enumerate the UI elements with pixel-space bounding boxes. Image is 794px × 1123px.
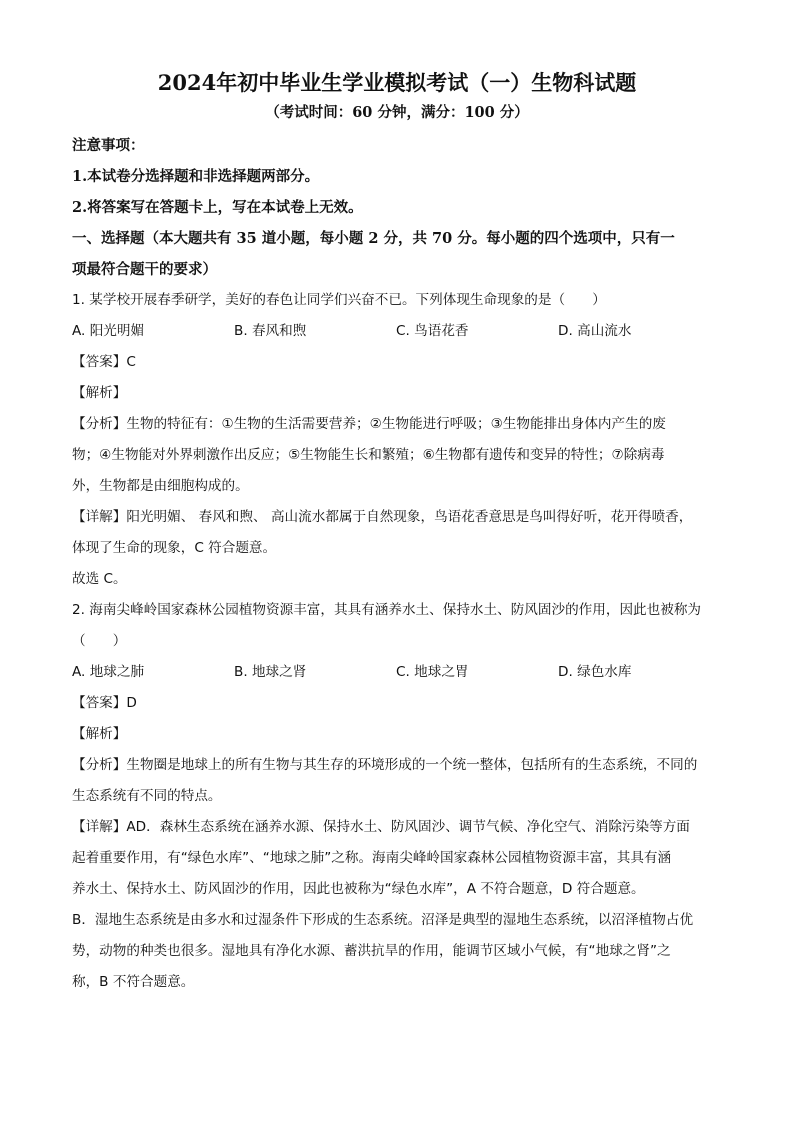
option-b: B. 春风和煦 <box>234 323 307 339</box>
analysis-label: 【解析】 <box>72 385 127 401</box>
option-list <box>72 316 722 347</box>
extra-text: 称，B 不符合题意。 <box>72 974 195 990</box>
answer-value: D <box>126 695 137 711</box>
extra-text: 势，动物的种类也很多。湿地具有净化水源、蓄洪抗旱的作用，能调节区域小气候，有“地球之肾”之 <box>72 943 671 959</box>
question-stem: 1. 某学校开展春季研学，美好的春色让同学们兴奋不已。下列体现生命现象的是（ ） <box>72 292 606 308</box>
analysis-fenxi <box>72 409 722 502</box>
analysis-detail <box>72 502 722 564</box>
fenxi-text: 外，生物都是由细胞构成的。 <box>72 478 249 494</box>
answer-label: 【答案】 <box>72 354 127 370</box>
conclusion: 故选 C。 <box>72 571 127 587</box>
detail-text: 体现了生命的现象，C 符合题意。 <box>72 540 277 556</box>
question-1 <box>72 285 722 595</box>
question-stem: 2. 海南尖峰岭国家森林公园植物资源丰富，其具有涵养水土、保持水土、防风固沙的作用，因此也被称为 <box>72 602 702 618</box>
notice-heading: 注意事项： <box>72 137 145 154</box>
analysis-extra <box>72 905 722 998</box>
fenxi-label: 【分析】 <box>72 416 127 432</box>
answer-line <box>72 347 722 378</box>
extra-text: B．湿地生态系统是由多水和过湿条件下形成的生态系统。沼泽是典型的湿地生态系统，以沼泽植物占优 <box>72 912 694 928</box>
option-c: C. 地球之胃 <box>396 664 469 680</box>
detail-text: 养水土、保持水土、防风固沙的作用，因此也被称为“绿色水库”，A 不符合题意，D 符合题意。 <box>72 881 645 897</box>
fenxi-label: 【分析】 <box>72 757 127 773</box>
option-c: C. 鸟语花香 <box>396 323 469 339</box>
detail-text: 起着重要作用，有“绿色水库”、“地球之肺”之称。海南尖峰岭国家森林公园植物资源丰富，其具有涵 <box>72 850 672 866</box>
detail-text: AD．森林生态系统在涵养水源、保持水土、防风固沙、调节气候、净化空气、消除污染等方面 <box>126 819 690 835</box>
answer-line <box>72 688 722 719</box>
exam-info: （考试时间：60 分钟，满分：100 分） <box>265 104 529 121</box>
option-list <box>72 657 722 688</box>
option-d: D. 绿色水库 <box>558 664 632 680</box>
notice-item: 1.本试卷分选择题和非选择题两部分。 <box>72 168 320 185</box>
option-d: D. 高山流水 <box>558 323 632 339</box>
fenxi-text: 生物的特征有：①生物的生活需要营养；②生物能进行呼吸；③生物能排出身体内产生的废 <box>126 416 666 432</box>
fenxi-text: 生物圈是地球上的所有生物与其生存的环境形成的一个统一整体，包括所有的生态系统，不同的 <box>126 757 698 773</box>
detail-label: 【详解】 <box>72 509 127 525</box>
option-b: B. 地球之肾 <box>234 664 307 680</box>
analysis-label: 【解析】 <box>72 726 127 742</box>
notice-item: 2.将答案写在答题卡上，写在本试卷上无效。 <box>72 199 363 216</box>
section-heading-cont: 项最符合题干的要求） <box>72 261 217 278</box>
answer-value: C <box>126 354 136 370</box>
analysis-fenxi <box>72 750 722 812</box>
detail-label: 【详解】 <box>72 819 127 835</box>
question-stem-cont: （ ） <box>72 633 127 649</box>
question-2 <box>72 595 722 998</box>
fenxi-text: 生态系统有不同的特点。 <box>72 788 222 804</box>
answer-label: 【答案】 <box>72 695 127 711</box>
page-title: 2024年初中毕业生学业模拟考试（一）生物科试题 <box>157 70 637 95</box>
analysis-detail <box>72 812 722 905</box>
detail-text: 阳光明媚、 春风和煦、 高山流水都属于自然现象，鸟语花香意思是鸟叫得好听，花开得喷香， <box>126 509 693 525</box>
fenxi-text: 物；④生物能对外界刺激作出反应；⑤生物能生长和繁殖；⑥生物都有遗传和变异的特性；⑦除病毒 <box>72 447 665 463</box>
option-a: A. 阳光明媚 <box>72 323 145 339</box>
section-heading: 一、选择题（本大题共有 35 道小题，每小题 2 分，共 70 分。每小题的四个选项中，只有一 <box>72 230 675 247</box>
option-a: A. 地球之肺 <box>72 664 145 680</box>
